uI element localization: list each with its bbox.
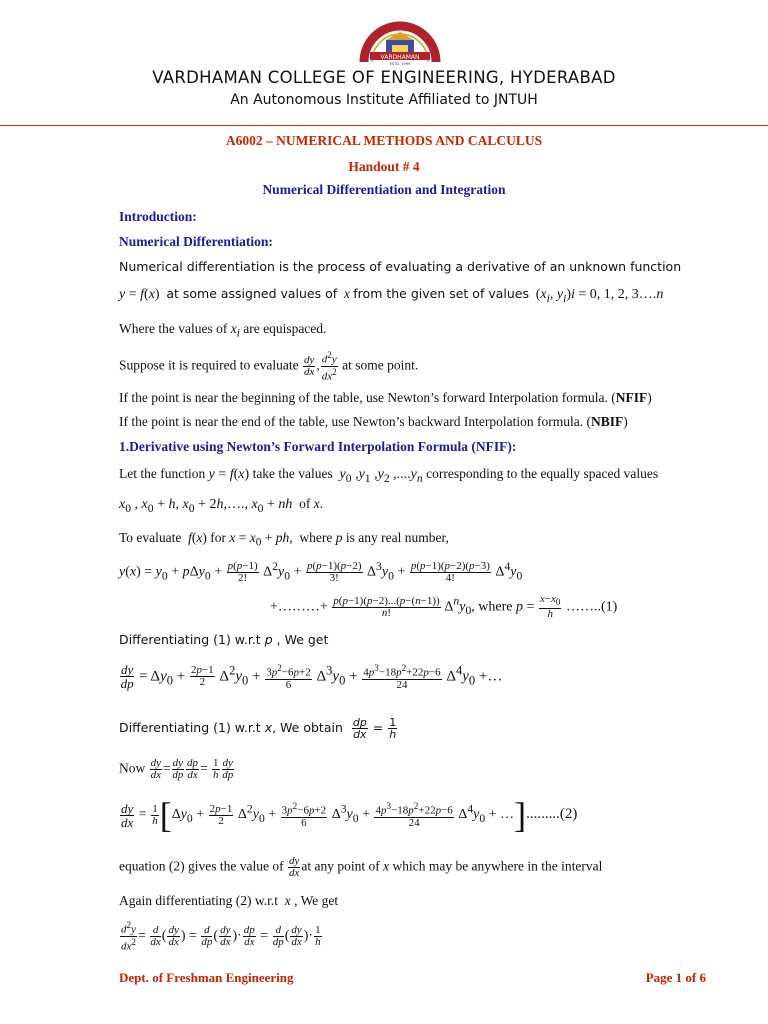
footer-department: Dept. of Freshman Engineering — [119, 970, 294, 985]
course-title: A6002 – NUMERICAL METHODS AND CALCULUS — [225, 133, 543, 148]
equation-nfif-cont: +………+ $\frac{p(p-1)(p-2)...(p-(n-1))}{n!}$ $\Delta^ny_0$, where p = $\frac{x-x_0}{h}$ ……..(1) — [270, 593, 618, 621]
paragraph-diff-again: Again differentiating (2) w.r.t x , We get — [119, 893, 339, 908]
footer-page-number: Page 1 of 6 — [645, 970, 706, 985]
equation-chain-rule: Now $\frac{dy}{dx}$ = $\frac{dy}{dp}$ $\frac{dp}{dx}$ = $\frac{1}{h}$ $\frac{dy}{dp}$ — [119, 757, 234, 781]
equation-second-derivative: $\frac{d^2y}{dx^2}$ = $\frac{d}{dx}$ ( $\frac{dy}{dx}$ ) = $\frac{d}{dp}$ ( $\frac{dy}{dx}$ )· $\frac{dp}{dx}$ = $\frac{d}{dp}$ ( $\frac{dy}{dx}$ )· $\frac{1}{h}$ — [121, 920, 321, 953]
logo-banner: VARDHAMAN — [380, 54, 420, 61]
header-rule — [0, 125, 768, 126]
nfif-heading: 1.Derivative using Newton’s Forward Interpolation Formula (NFIF): — [119, 439, 517, 454]
logo-year: ESTD. 1999 — [389, 62, 411, 66]
paragraph-spacing: $x_0$ , $x_0 + h$, $x_0$ + 2h,…., $x_0$ + nh of x. — [119, 496, 324, 515]
college-logo — [356, 18, 444, 66]
paragraph-equispaced: Where the values of $x_i$ are equispaced. — [119, 321, 327, 340]
paragraph-diff-p: Differentiating (1) w.r.t p , We get — [119, 632, 329, 647]
paragraph-diff-x: Differentiating (1) w.r.t x, We obtain $\frac{dp}{dx}$ = $\frac{1}{h}$ — [119, 716, 397, 741]
equation-dydp: $\frac{dy}{dp}$ = $\Delta y_0$ + $\frac{2p-1}{2}$ $\Delta^2y_0$ + $\frac{3p^2-6p+2}{6}$ $\Delta^3y_0$ + $\frac{4p^3-18p^2+22p-6}{24}$ $\Delta^4y_0$ +… — [120, 662, 503, 692]
paragraph-to-evaluate: To evaluate f(x) for $x = x_0$ + ph, where p is any real number, — [119, 530, 449, 549]
introduction-heading: Introduction: — [119, 209, 197, 224]
paragraph-nbif: If the point is near the end of the table, use Newton’s backward Interpolation formula. (NBIF) — [119, 414, 628, 429]
num-diff-heading: Numerical Differentiation: — [119, 234, 273, 249]
topic-title: Numerical Differentiation and Integration — [262, 182, 506, 197]
paragraph-evaluate: Suppose it is required to evaluate $\frac{dy}{dx}$ , $\frac{d^2y}{dx^2}$ at some point. — [119, 350, 419, 383]
equation-dydx: $\frac{dy}{dx}$ = $\frac{1}{h}$ [$\Delta y_0$ + $\frac{2p-1}{2}$ $\Delta^2y_0$ + $\frac{3p^2-6p+2}{6}$ $\Delta^3y_0$ + $\frac{4p^3-18p^2+22p-6}{24}$ $\Delta^4y_0$ + …].........(2) — [121, 795, 578, 835]
college-name: VARDHAMAN COLLEGE OF ENGINEERING, HYDERABAD — [152, 68, 616, 87]
paragraph-definition: Numerical differentiation is the process of evaluating a derivative of an unknown function — [119, 259, 682, 274]
paragraph-equation-2: equation (2) gives the value of $\frac{dy}{dx}$ at any point of x which may be anywhere in the interval — [119, 855, 603, 879]
paragraph-function: Let the function y = f(x) take the values $y_0$ $,y_1$ $,y_2$ $,....y_n$ corresponding to the equally spaced values — [119, 466, 659, 485]
paragraph-values: y = f(x) at some assigned values of x from the given set of values ($x_i$, $y_i)i = 0$, 1, 2, 3….n — [119, 286, 664, 305]
paragraph-nfif: If the point is near the beginning of the table, use Newton’s forward Interpolation formula. (NFIF) — [119, 390, 652, 405]
handout-number: Handout # 4 — [348, 159, 420, 174]
equation-nfif: $y(x) = y_0 + p\Delta y_0$ + $\frac{p(p-1)}{2!}$ $\Delta^2y_0$ + $\frac{p(p-1)(p-2)}{3!}$ $\Delta^3y_0$ + $\frac{p(p-1)(p-2)(p-3)}{4!}$ $\Delta^4y_0$ — [119, 559, 523, 584]
college-affiliation: An Autonomous Institute Affiliated to JNTUH — [230, 92, 538, 108]
